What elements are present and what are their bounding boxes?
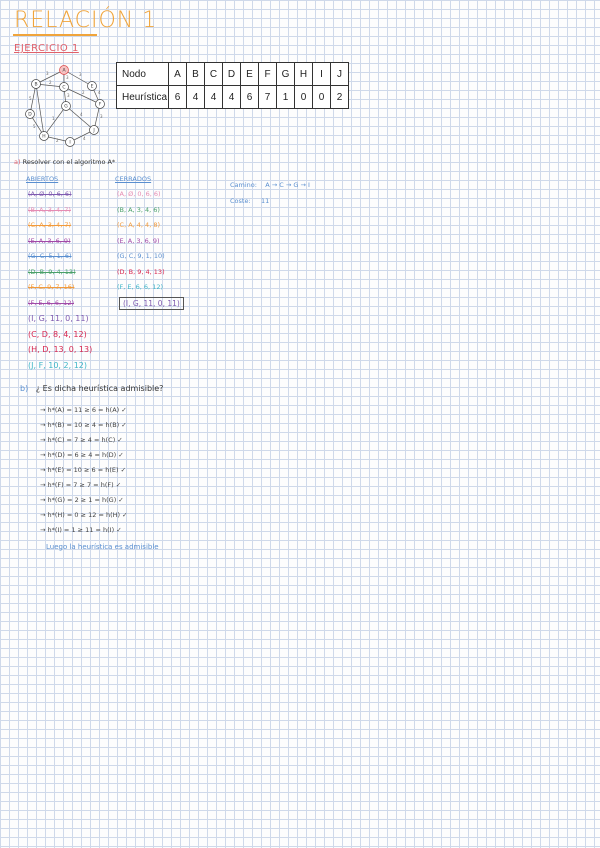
part-b-heading xyxy=(20,384,163,393)
part-a-prefix: a) xyxy=(14,158,21,166)
abiertos-item: (F, E, 6, 6, 12) xyxy=(28,298,74,307)
table-header-cell: Nodo xyxy=(117,63,169,86)
edge-label: 4 xyxy=(98,90,101,95)
coste-value: 11 xyxy=(260,197,270,205)
table-cell: 0 xyxy=(295,86,313,109)
table-cell: 0 xyxy=(313,86,331,109)
admissibility-check: → h*(G) = 2 ≥ 1 = h(G) ✓ xyxy=(40,496,124,504)
conclusion-text: Luego la heurística es admisible xyxy=(46,543,159,551)
abiertos-item: (D, B, 9, 4, 13) xyxy=(28,267,76,276)
graph-node-d: D xyxy=(28,112,32,118)
page-title: RELACIÓN 1 xyxy=(14,8,158,33)
graph-node-a: A xyxy=(62,68,66,74)
table-row xyxy=(117,63,349,86)
abiertos-item: (J, F, 10, 2, 12) xyxy=(28,360,87,370)
admissibility-check: → h*(E) = 10 ≥ 6 = h(E) ✓ xyxy=(40,466,127,474)
heuristic-table xyxy=(116,62,349,109)
graph-node-h: H xyxy=(42,134,46,140)
coste-line xyxy=(230,197,269,205)
table-cell: H xyxy=(295,63,313,86)
abiertos-item: (C, A, 3, 4, 7) xyxy=(28,221,71,229)
admissibility-check: → h*(H) = 0 ≥ 12 = h(H) ✓ xyxy=(40,511,128,519)
cerrados-item: (C, A, 4, 4, 8) xyxy=(117,221,160,229)
table-row xyxy=(117,86,349,109)
table-cell: F xyxy=(259,63,277,86)
cerrados-item: (G, C, 9, 1, 10) xyxy=(117,252,165,260)
graph-node-b: B xyxy=(34,82,38,88)
graph-node-e: E xyxy=(90,84,94,90)
edge-label: 3 xyxy=(67,93,70,98)
edge-label: 2 xyxy=(56,138,59,143)
search-graph xyxy=(16,60,112,150)
edge-label: 2 xyxy=(49,80,52,85)
edge-label: 3 xyxy=(46,71,49,76)
admissibility-check: → h*(I) = 1 ≥ 11 = h(I) ✓ xyxy=(40,526,122,534)
abiertos-heading: ABIERTOS xyxy=(26,175,59,183)
exercise-heading: EJERCICIO 1 xyxy=(14,43,79,54)
edge-label: 3 xyxy=(79,72,82,77)
graph-node-f: F xyxy=(98,102,102,108)
edge-label: 4 xyxy=(83,136,86,141)
edge-label: 1 xyxy=(52,116,55,121)
table-cell: 4 xyxy=(223,86,241,109)
camino-line xyxy=(230,181,310,189)
graph-node-c: C xyxy=(62,85,66,91)
edge-label: 3 xyxy=(100,114,103,119)
edge-label: 3 xyxy=(66,75,69,80)
table-cell: G xyxy=(277,63,295,86)
abiertos-item: (F, C, 9, 7, 16) xyxy=(28,283,75,291)
part-a-text: Resolver con el algoritmo A* xyxy=(22,158,116,166)
cerrados-item: (D, B, 9, 4, 13) xyxy=(117,267,165,276)
table-cell: 4 xyxy=(187,86,205,109)
table-header-cell: Heurística xyxy=(117,86,169,109)
camino-label: Camino: xyxy=(230,181,257,189)
table-cell: 7 xyxy=(259,86,277,109)
edge-label: 2 xyxy=(82,90,85,95)
part-b-prefix: b) xyxy=(20,384,29,393)
cerrados-item: (E, A, 3, 6, 9) xyxy=(117,236,160,245)
abiertos-item: (E, A, 3, 6, 9) xyxy=(28,236,71,245)
camino-value: A → C → G → I xyxy=(265,181,310,189)
admissibility-check: → h*(F) = 7 ≥ 7 = h(F) ✓ xyxy=(40,481,122,489)
table-cell: 6 xyxy=(241,86,259,109)
graph-node-i: I xyxy=(69,140,71,146)
abiertos-item: (A, Ø, 0, 6, 6) xyxy=(28,190,72,198)
edge-label: 5 xyxy=(33,124,36,129)
table-cell: A xyxy=(169,63,187,86)
table-cell: 2 xyxy=(331,86,349,109)
cerrados-heading: CERRADOS xyxy=(115,175,152,183)
cerrados-item: (I, G, 11, 0, 11) xyxy=(119,297,184,310)
admissibility-check: → h*(A) = 11 ≥ 6 = h(A) ✓ xyxy=(40,406,127,414)
part-a-heading xyxy=(14,158,115,166)
graph-node-g: G xyxy=(64,104,68,110)
abiertos-item: (I, G, 11, 0, 11) xyxy=(28,314,89,323)
cerrados-item: (A, Ø, 0, 6, 6) xyxy=(117,190,161,198)
edge-label: 5 xyxy=(29,96,32,101)
abiertos-item: (H, D, 13, 0, 13) xyxy=(28,345,93,354)
abiertos-item: (G, C, 5, 1, 6) xyxy=(28,252,72,260)
abiertos-item: (B, A, 3, 4, 7) xyxy=(28,205,71,214)
table-cell: 4 xyxy=(205,86,223,109)
table-cell: C xyxy=(205,63,223,86)
table-cell: B xyxy=(187,63,205,86)
table-cell: 1 xyxy=(277,86,295,109)
coste-label: Coste: xyxy=(230,197,251,205)
graph-node-j: J xyxy=(93,128,95,134)
table-cell: D xyxy=(223,63,241,86)
table-cell: E xyxy=(241,63,259,86)
table-cell: J xyxy=(331,63,349,86)
admissibility-check: → h*(B) = 10 ≥ 4 = h(B) ✓ xyxy=(40,421,127,429)
cerrados-item: (B, A, 3, 4, 6) xyxy=(117,205,160,214)
table-cell: 6 xyxy=(169,86,187,109)
table-cell: I xyxy=(313,63,331,86)
title-underline xyxy=(13,34,97,36)
admissibility-check: → h*(D) = 6 ≥ 4 = h(D) ✓ xyxy=(40,451,124,459)
admissibility-check: → h*(C) = 7 ≥ 4 = h(C) ✓ xyxy=(40,436,123,444)
abiertos-item: (C, D, 8, 4, 12) xyxy=(28,329,87,339)
part-b-question: ¿ Es dicha heurística admisible? xyxy=(35,384,164,393)
edge-label: 4 xyxy=(80,112,83,117)
cerrados-item: (F, E, 6, 6, 12) xyxy=(117,283,163,291)
